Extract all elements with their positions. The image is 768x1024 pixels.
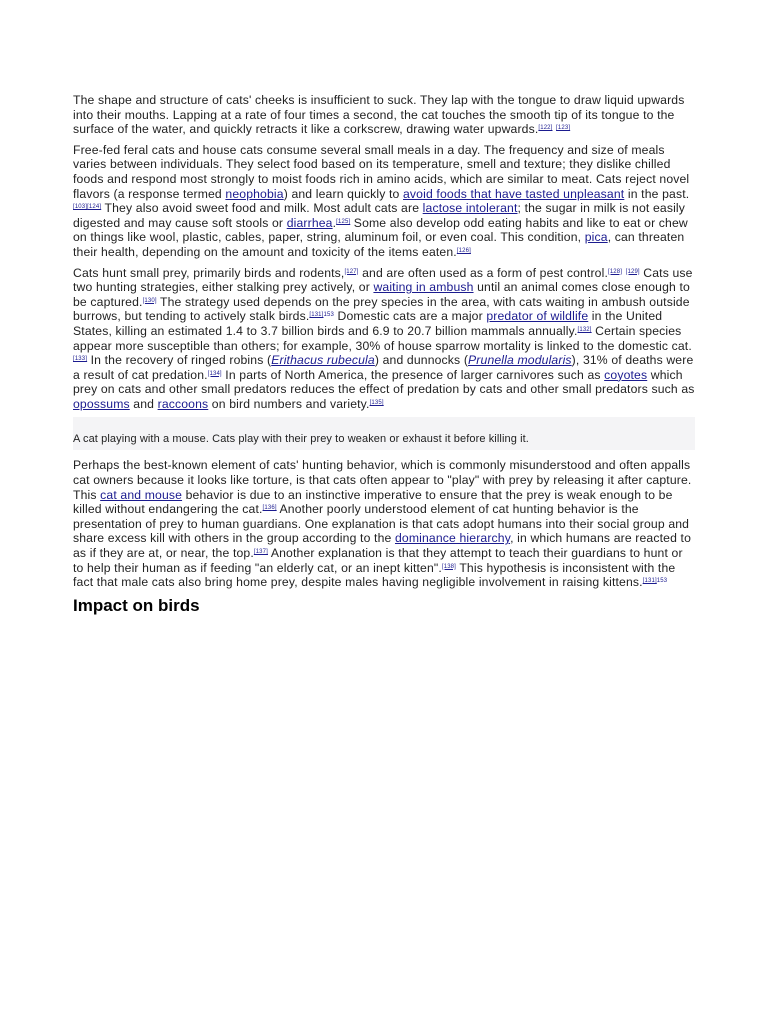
link-raccoons[interactable]: raccoons	[157, 396, 209, 411]
page-number: 153	[323, 312, 334, 319]
link-neophobia[interactable]: neophobia	[225, 186, 284, 201]
paragraph-text: ) and dunnocks (	[374, 353, 469, 368]
paragraph-text: ; the sugar in milk is not easily digested and may cause soft stools or	[73, 201, 686, 230]
paragraph-text: in the United States, killing an estimated 1.4 to 3.7 billion birds and 6.9 to 20.7 billion mammals annually.	[73, 309, 663, 338]
paragraph-text: The shape and structure of cats' cheeks is insufficient to suck. They lap with the tongue to draw liquid upwards into their mouths. Lapping at a rate of four times a second, the cat touches the smooth tip of its tongue to the surface of the water, and quickly retracts it like a corkscrew, drawing water upwards.	[73, 93, 685, 137]
link-cat-and-mouse[interactable]: cat and mouse	[100, 487, 183, 502]
link-predator-of-wildlife[interactable]: predator of wildlife	[486, 309, 589, 324]
article-body	[73, 93, 695, 616]
paragraph-text: .	[332, 215, 337, 230]
link-erithacus-rubecula[interactable]: Erithacus rubecula	[271, 353, 375, 368]
citation-link[interactable]: [135]	[369, 399, 384, 406]
paragraph-text: Cats use two hunting strategies, either stalking prey actively, or	[73, 265, 693, 295]
paragraph-play	[73, 458, 695, 589]
link-opossums[interactable]: opossums	[73, 396, 130, 411]
paragraph-text: In the recovery of ringed robins (	[87, 353, 272, 368]
paragraph-text: They also avoid sweet food and milk. Most adult cats are	[101, 201, 423, 216]
citation-link[interactable]: [126]	[456, 247, 471, 254]
paragraph-text: and	[129, 396, 158, 411]
paragraph-text: Another poorly understood element of cat hunting behavior is the presentation of prey to human guardians. One explanation is that cats adopt humans into their social group and share excess kill with others in the group according to the	[73, 502, 690, 546]
citation-link[interactable]: [122]	[538, 125, 553, 132]
image-caption-box	[73, 417, 695, 450]
citation-link[interactable]: [124]	[87, 204, 102, 211]
paragraph-text: in the past.	[624, 186, 690, 201]
citation-link[interactable]: [133]	[73, 356, 88, 363]
link-lactose-intolerant[interactable]: lactose intolerant	[422, 201, 518, 216]
citation-link[interactable]: [134]	[207, 370, 222, 377]
image-caption: A cat playing with a mouse. Cats play with their prey to weaken or exhaust it before killing it.	[73, 433, 529, 446]
link-waiting-in-ambush[interactable]: waiting in ambush	[373, 280, 474, 295]
section-heading: Impact on birds	[73, 595, 200, 615]
citation-link[interactable]: [125]	[336, 218, 351, 225]
citation-link[interactable]: [138]	[441, 563, 456, 570]
citation-link[interactable]: [132]	[577, 326, 592, 333]
citation-link[interactable]: [129]	[625, 268, 640, 275]
paragraph-feeding	[73, 143, 695, 260]
paragraph-text: Certain species appear more susceptible than others; for example, 30% of house sparrow mortality is linked to the domestic cat.	[73, 323, 692, 353]
citation-link[interactable]: [127]	[344, 268, 359, 275]
paragraph-drinking	[73, 93, 695, 137]
paragraph-text: ), 31% of deaths were a result of cat predation.	[73, 353, 694, 382]
link-pica[interactable]: pica	[584, 230, 608, 245]
citation-link[interactable]: [130]	[142, 297, 157, 304]
citation-link[interactable]: [131]	[309, 312, 324, 319]
citation-link[interactable]: [131]	[642, 578, 657, 585]
citation-link[interactable]: [103]	[73, 204, 88, 211]
link-dominance-hierarchy[interactable]: dominance hierarchy	[394, 531, 511, 546]
citation-link[interactable]: [128]	[608, 268, 623, 275]
citation-link[interactable]: [123]	[556, 125, 571, 132]
paragraph-text: , can threaten their health, depending on the amount and toxicity of the items eaten.	[73, 230, 685, 259]
page-number: 153	[656, 578, 668, 585]
link-prunella-modularis[interactable]: Prunella modularis	[468, 353, 572, 368]
paragraph-text: and are often used as a form of pest control.	[358, 265, 608, 280]
link-diarrhea[interactable]: diarrhea	[286, 215, 333, 230]
paragraph-text: which prey on cats and other small predators reduces the effect of predation by cats and other small predators such as	[73, 367, 695, 397]
paragraph-text: Cats hunt small prey, primarily birds and rodents,	[73, 265, 345, 280]
link-coyotes[interactable]: coyotes	[604, 367, 648, 382]
paragraph-text: This hypothesis is inconsistent with the fact that male cats also bring home prey, despite males having negligible involvement in raising kittens.	[73, 560, 676, 590]
link-avoid-foods[interactable]: avoid foods that have tasted unpleasant	[403, 186, 625, 201]
paragraph-text: Domestic cats are a major	[333, 309, 487, 324]
paragraph-text: Perhaps the best-known element of cats' hunting behavior, which is commonly misunderstood and often appalls cat owners because it looks like torture, is that cats often appear to "play" with prey by releasing it after capture. This	[73, 458, 692, 502]
paragraph-text: Another explanation is that they attempt to teach their guardians to hunt or to help their human as if feeding "an elderly cat, or an inept kitten".	[73, 546, 683, 575]
paragraph-text: on bird numbers and variety.	[208, 396, 370, 411]
citation-link[interactable]: [136]	[262, 505, 277, 512]
paragraph-text: until an animal comes close enough to be captured.	[73, 280, 690, 309]
paragraph-text: behavior is due to an instinctive imperative to ensure that the prey is weak enough to be killed without endangering the cat.	[73, 487, 673, 517]
paragraph-text: , in which humans are reacted to as if they are at, or near, the top.	[73, 531, 691, 561]
paragraph-text: Free-fed feral cats and house cats consume several small meals in a day. The frequency and size of meals varies between individuals. They select food based on its temperature, smell and texture; they dislike chilled foods and respond most strongly to moist foods rich in amino acids, which are similar to meat. Cats reject novel flavors (a response termed	[73, 142, 690, 201]
paragraph-hunting	[73, 266, 695, 412]
paragraph-text: Some also develop odd eating habits and like to eat or chew on things like wool, plastic, cables, paper, string, aluminum foil, or even coal. This condition,	[73, 215, 688, 245]
citation-link[interactable]: [137]	[253, 549, 268, 556]
paragraph-text: ) and learn quickly to	[283, 186, 403, 201]
paragraph-text: In parts of North America, the presence of larger carnivores such as	[221, 367, 605, 382]
paragraph-text: The strategy used depends on the prey species in the area, with cats waiting in ambush outside burrows, but tending to actively stalk birds.	[73, 294, 690, 324]
